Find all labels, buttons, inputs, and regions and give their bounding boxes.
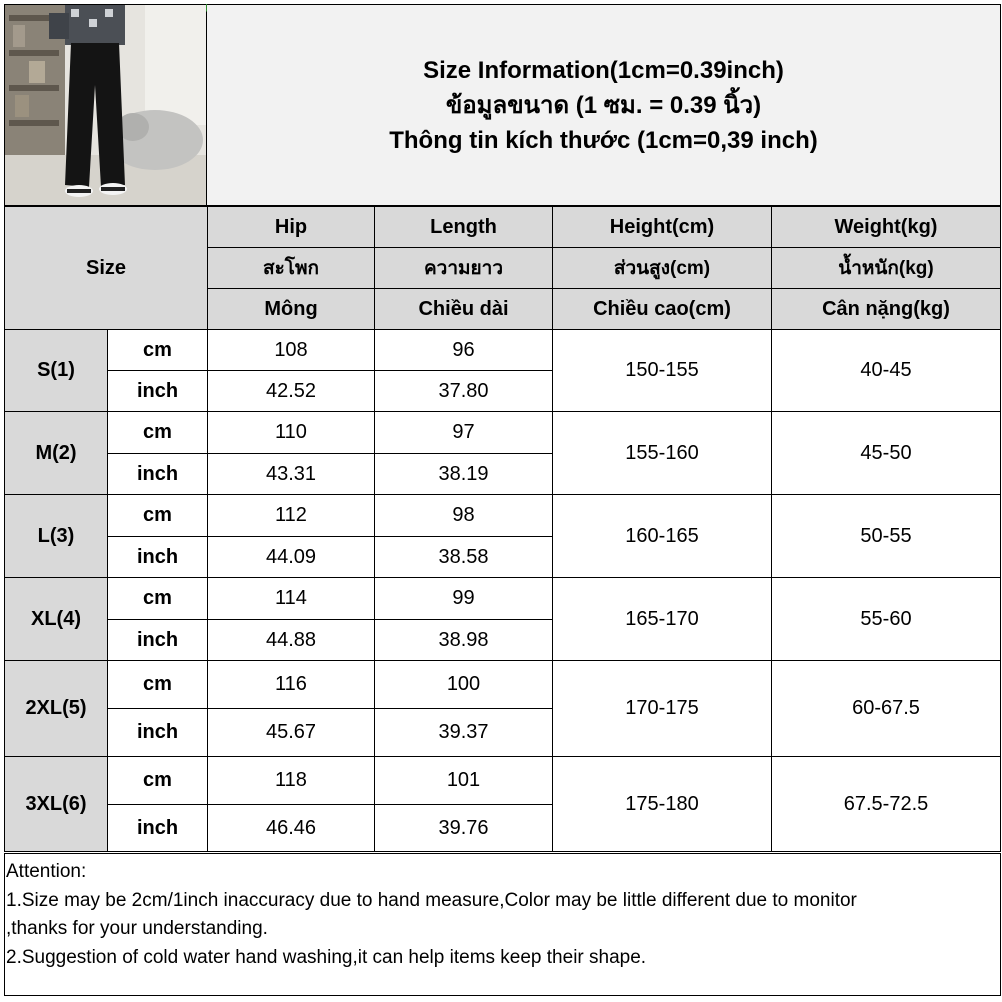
header-weight-thai: น้ำหนัก(kg) [772,248,1001,289]
size-table [4,206,1001,852]
size-label: S(1) [5,330,108,412]
length-cm: 97 [375,412,553,454]
height-range: 150-155 [553,330,772,412]
title-line-thai: ข้อมูลขนาด (1 ซม. = 0.39 นิ้ว) [445,91,762,119]
weight-range: 60-67.5 [772,661,1001,757]
height-range: 170-175 [553,661,772,757]
size-column-title: Size [5,207,208,330]
unit-cm: cm [108,495,208,537]
unit-inch: inch [108,620,208,661]
unit-cm: cm [108,330,208,371]
length-cm: 101 [375,757,553,805]
weight-range: 45-50 [772,412,1001,495]
attention-heading: Attention: [6,861,87,882]
hip-cm: 118 [208,757,375,805]
unit-inch: inch [108,805,208,852]
attention-notes [4,853,1001,996]
header-hip: Hip [208,207,375,248]
unit-cm: cm [108,661,208,709]
product-photo [4,4,207,206]
length-inch: 38.98 [375,620,553,661]
attention-note-1: 1.Size may be 2cm/1inch inaccuracy due to hand measure,Color may be little different due to monitor [6,889,857,911]
header-row-english [5,207,1001,248]
unit-cm: cm [108,757,208,805]
height-range: 155-160 [553,412,772,495]
attention-note-2: 2.Suggestion of cold water hand washing,it can help items keep their shape. [6,946,647,968]
header-length: Length [375,207,553,248]
hip-cm: 116 [208,661,375,709]
weight-range: 50-55 [772,495,1001,578]
table-row [5,757,1001,805]
length-inch: 38.58 [375,537,553,578]
table-row [5,495,1001,537]
length-cm: 96 [375,330,553,371]
model-photo-icon [5,5,206,205]
header-hip-vietnamese: Mông [208,289,375,330]
length-inch: 37.80 [375,371,553,412]
height-range: 160-165 [553,495,772,578]
size-information-title [207,4,1001,206]
length-inch: 39.76 [375,805,553,852]
length-cm: 98 [375,495,553,537]
hip-inch: 44.88 [208,620,375,661]
length-inch: 39.37 [375,709,553,757]
table-row [5,412,1001,454]
title-line-english: Size Information(1cm=0.39inch) [423,56,784,84]
header-height: Height(cm) [553,207,772,248]
length-cm: 100 [375,661,553,709]
header-height-vietnamese: Chiều cao(cm) [553,289,772,330]
hip-cm: 112 [208,495,375,537]
hip-inch: 44.09 [208,537,375,578]
header-length-vietnamese: Chiều dài [375,289,553,330]
height-range: 175-180 [553,757,772,852]
unit-inch: inch [108,537,208,578]
height-range: 165-170 [553,578,772,661]
table-row [5,578,1001,620]
header-weight: Weight(kg) [772,207,1001,248]
unit-cm: cm [108,412,208,454]
size-label: L(3) [5,495,108,578]
size-label: 3XL(6) [5,757,108,852]
size-label: XL(4) [5,578,108,661]
hip-cm: 110 [208,412,375,454]
size-label: M(2) [5,412,108,495]
unit-inch: inch [108,371,208,412]
hip-inch: 45.67 [208,709,375,757]
weight-range: 55-60 [772,578,1001,661]
unit-inch: inch [108,454,208,495]
unit-cm: cm [108,578,208,620]
header-hip-thai: สะโพก [208,248,375,289]
hip-cm: 108 [208,330,375,371]
length-cm: 99 [375,578,553,620]
table-row [5,330,1001,371]
size-label: 2XL(5) [5,661,108,757]
table-row [5,661,1001,709]
hip-inch: 46.46 [208,805,375,852]
length-inch: 38.19 [375,454,553,495]
weight-range: 67.5-72.5 [772,757,1001,852]
attention-note-1-continued: ,thanks for your understanding. [6,918,268,939]
header-height-thai: ส่วนสูง(cm) [553,248,772,289]
unit-inch: inch [108,709,208,757]
hip-inch: 43.31 [208,454,375,495]
hip-cm: 114 [208,578,375,620]
hip-inch: 42.52 [208,371,375,412]
header-length-thai: ความยาว [375,248,553,289]
header-weight-vietnamese: Cân nặng(kg) [772,289,1001,330]
title-line-vietnamese: Thông tin kích thước (1cm=0,39 inch) [389,126,818,154]
weight-range: 40-45 [772,330,1001,412]
